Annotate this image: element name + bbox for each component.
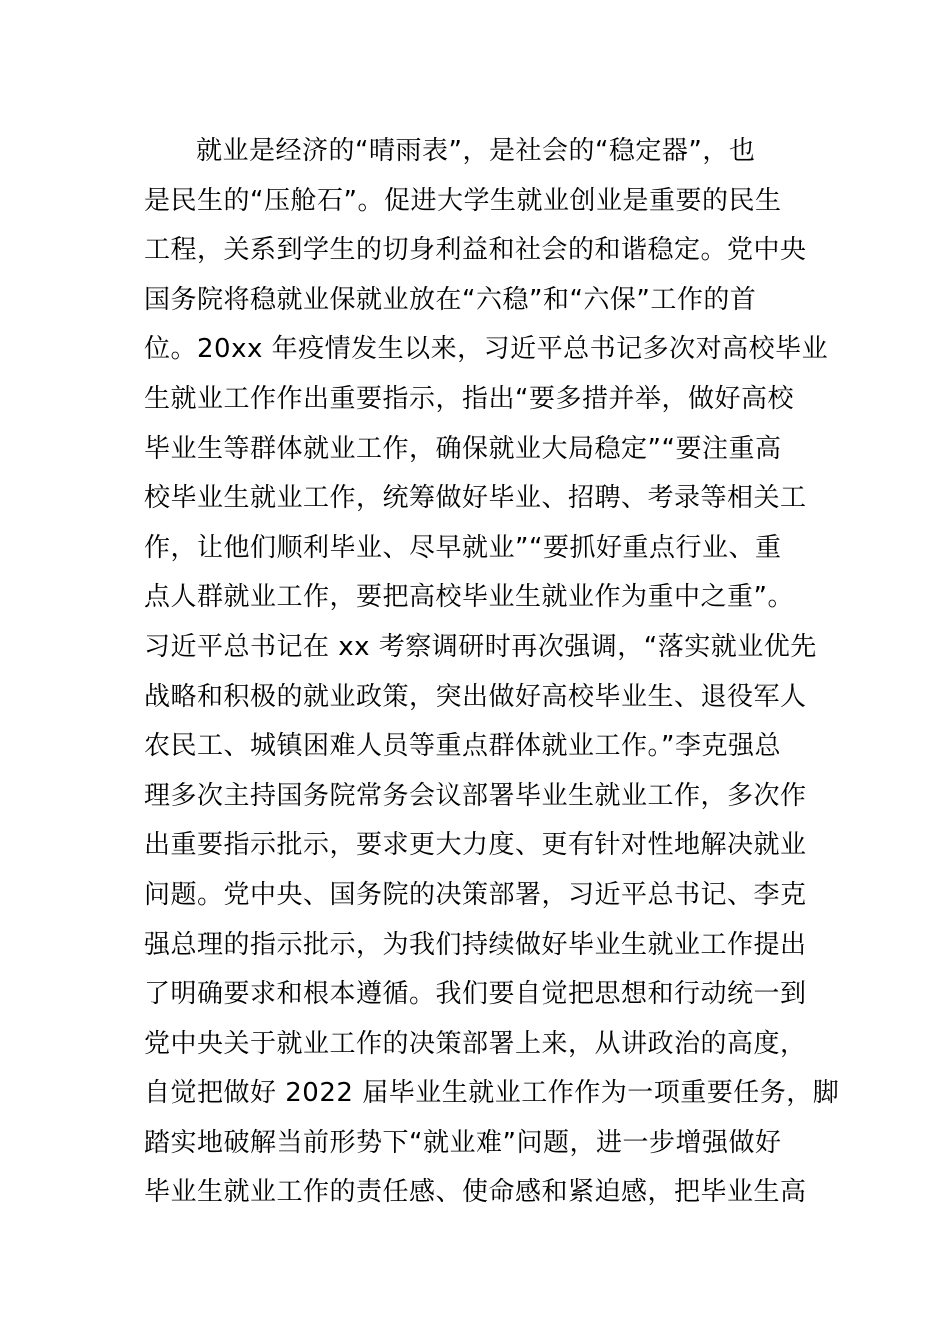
paragraph-line: 战略和积极的就业政策，突出做好高校毕业生、退役军人	[144, 681, 807, 712]
paragraph-line: 位。20xx 年疫情发生以来，习近平总书记多次对高校毕业	[144, 334, 829, 365]
paragraph-line: 生就业工作作出重要指示，指出“要多措并举，做好高校	[144, 383, 794, 414]
paragraph-line: 问题。党中央、国务院的决策部署，习近平总书记、李克	[144, 879, 807, 910]
paragraph-line: 就业是经济的“晴雨表”，是社会的“稳定器”，也	[196, 136, 756, 166]
body-paragraph	[144, 127, 840, 1218]
paragraph-line: 出重要指示批示，要求更大力度、更有针对性地解决就业	[144, 830, 807, 861]
paragraph-line: 强总理的指示批示，为我们持续做好毕业生就业工作提出	[144, 929, 807, 960]
paragraph-line: 习近平总书记在 xx 考察调研时再次强调，“落实就业优先	[144, 631, 817, 662]
paragraph-line: 国务院将稳就业保就业放在“六稳”和“六保”工作的首	[144, 284, 757, 315]
paragraph-line: 理多次主持国务院常务会议部署毕业生就业工作，多次作	[144, 780, 807, 811]
paragraph-line: 党中央关于就业工作的决策部署上来，从讲政治的高度，	[144, 1028, 807, 1059]
paragraph-line: 了明确要求和根本遵循。我们要自觉把思想和行动统一到	[144, 979, 807, 1010]
paragraph-line: 毕业生就业工作的责任感、使命感和紧迫感，把毕业生高	[144, 1177, 807, 1208]
paragraph-line: 作，让他们顺利毕业、尽早就业”“要抓好重点行业、重	[144, 532, 782, 563]
paragraph-line: 校毕业生就业工作，统筹做好毕业、招聘、考录等相关工	[144, 483, 807, 514]
paragraph-line: 工程，关系到学生的切身利益和社会的和谐稳定。党中央	[144, 235, 807, 266]
paragraph-line: 点人群就业工作，要把高校毕业生就业作为重中之重”。	[144, 582, 794, 613]
paragraph-line: 是民生的“压舱石”。促进大学生就业创业是重要的民生	[144, 185, 782, 216]
paragraph-line: 农民工、城镇困难人员等重点群体就业工作。”李克强总	[144, 731, 781, 762]
paragraph-line: 踏实地破解当前形势下“就业难”问题，进一步增强做好	[144, 1127, 782, 1158]
paragraph-line: 自觉把做好 2022 届毕业生就业工作作为一项重要任务，脚	[144, 1078, 840, 1109]
paragraph-line: 毕业生等群体就业工作，确保就业大局稳定”“要注重高	[144, 433, 782, 464]
